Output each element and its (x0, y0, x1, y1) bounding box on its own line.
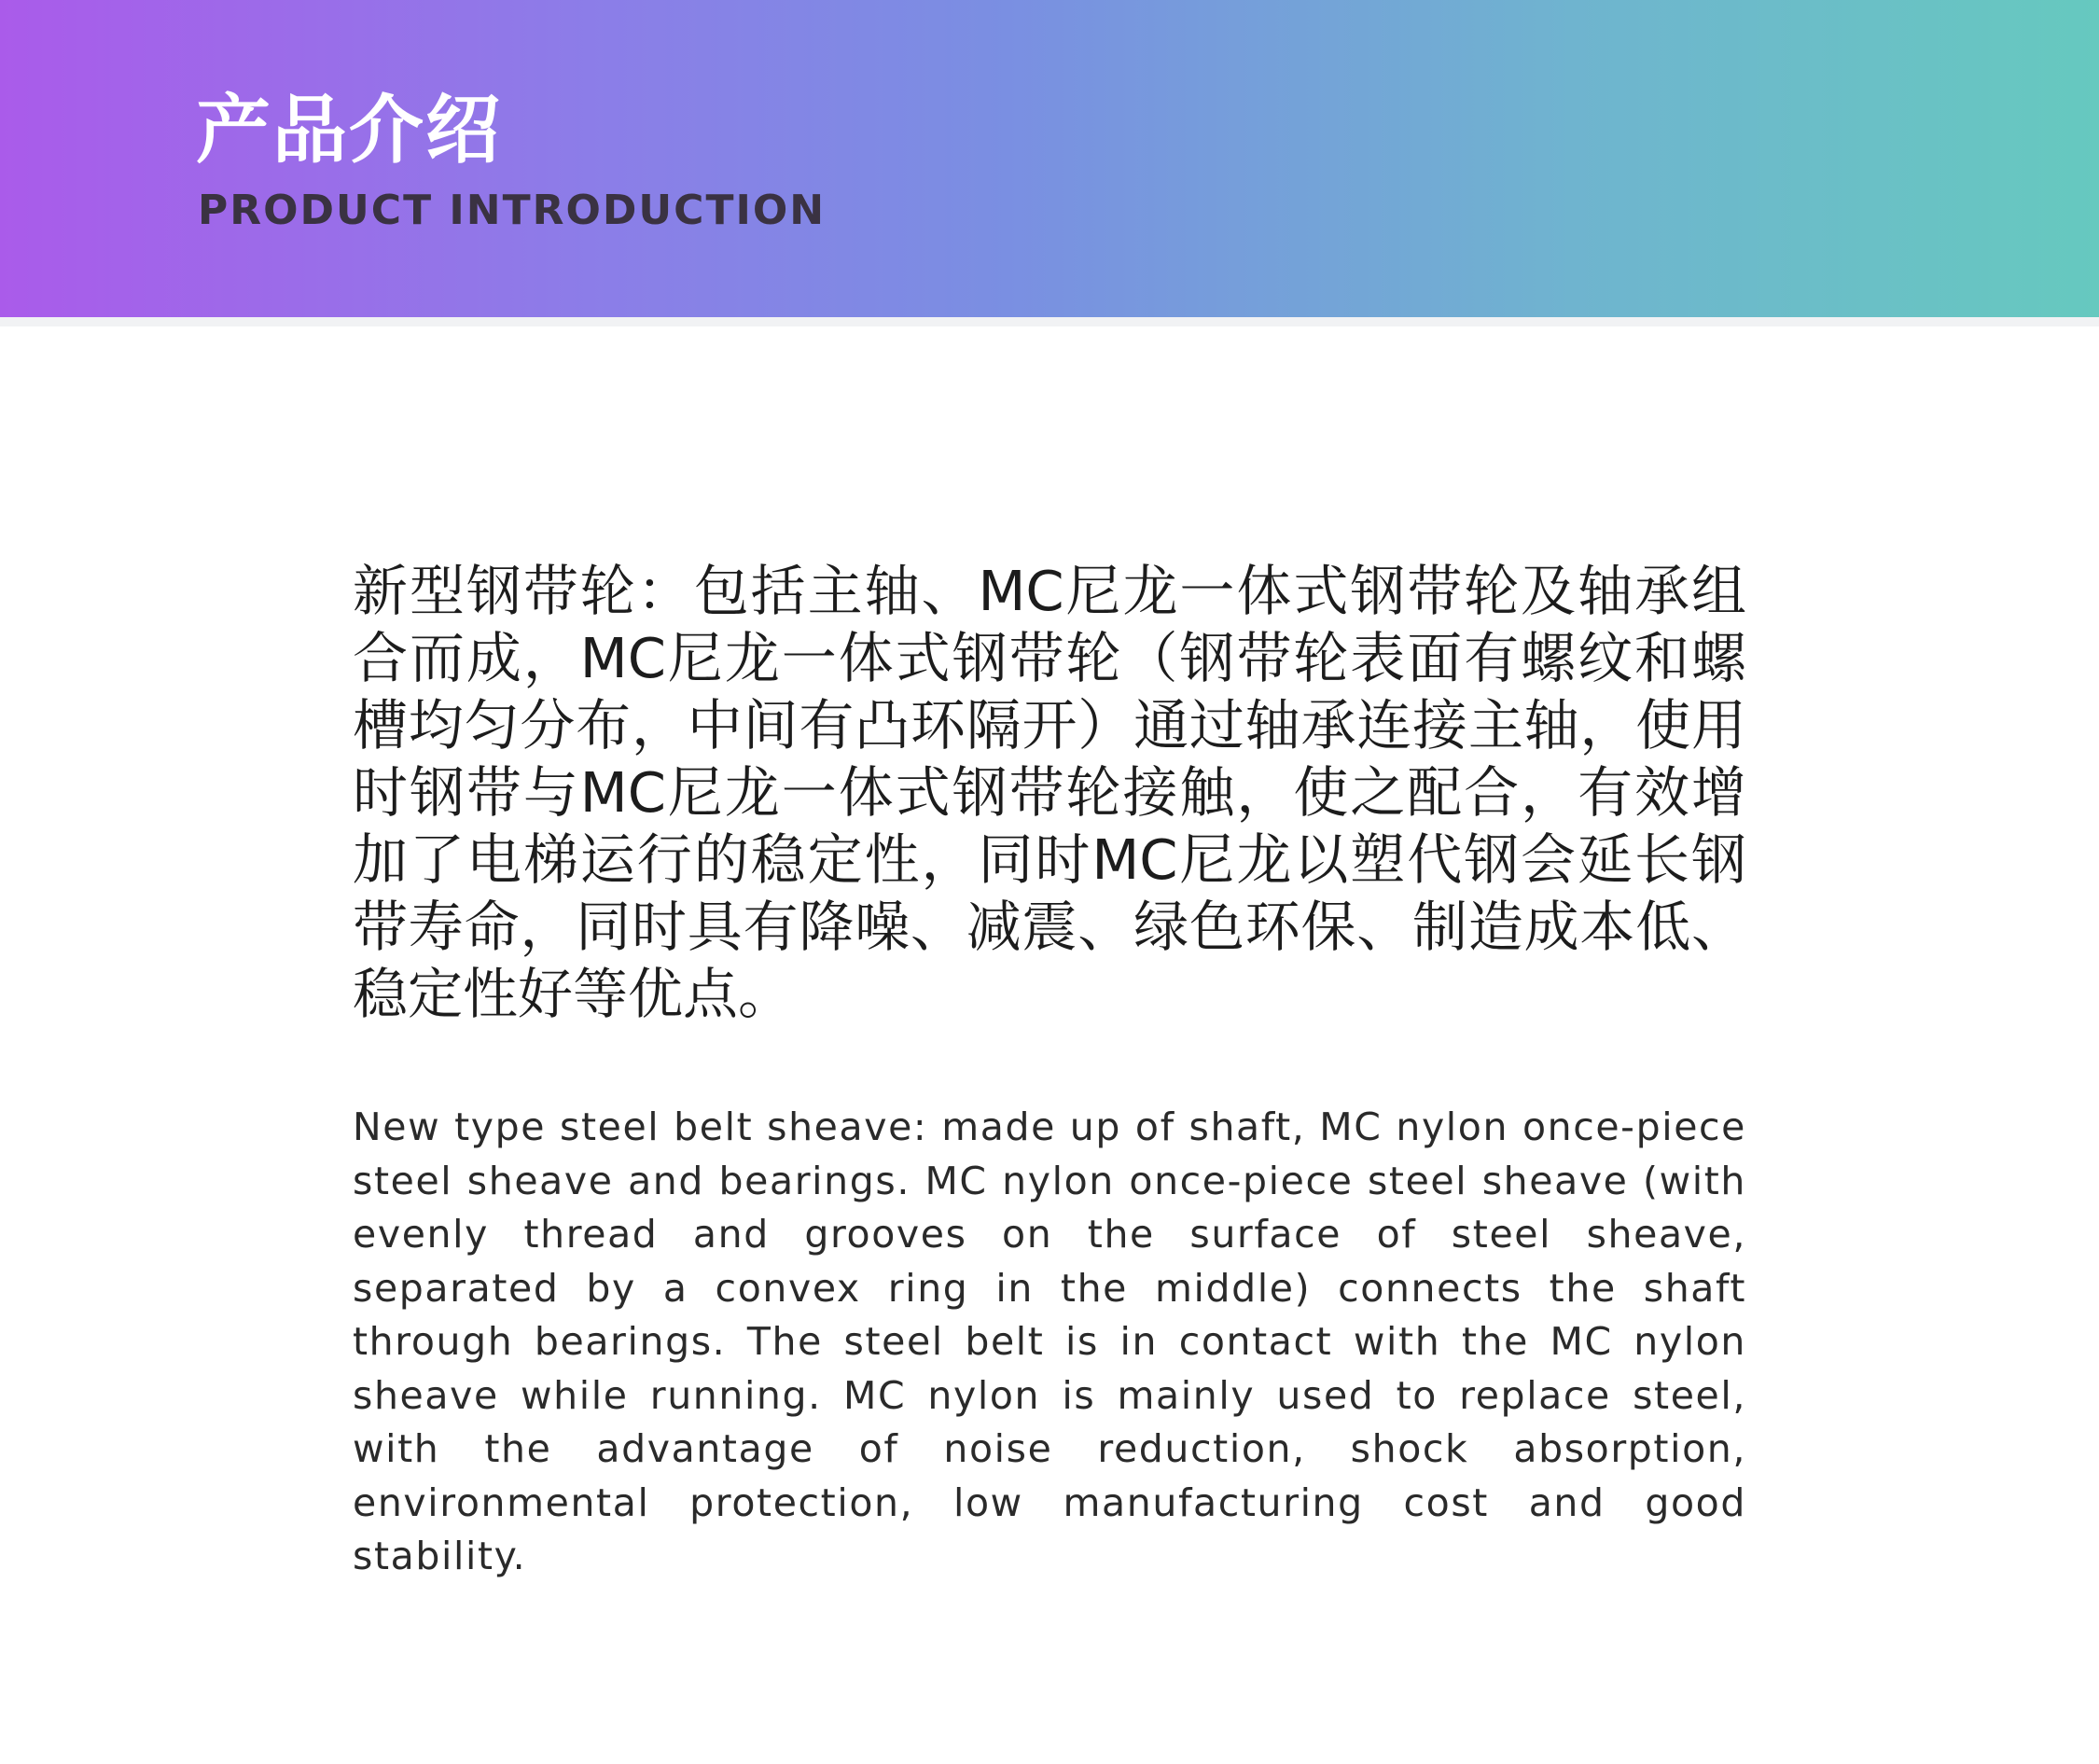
product-description (353, 558, 1746, 1584)
page-subtitle: PRODUCT INTRODUCTION (198, 187, 827, 234)
description-english: New type steel belt sheave: made up of shaft, MC nylon once-piece steel sheave and bearings. MC nylon once-piece steel sheave (with evenly thread and grooves on the surface of steel sheave, separated by a convex ring in the middle) connects the shaft through bearings. The steel belt is in contact with the MC nylon sheave while running. MC nylon is mainly used to replace steel, with the advantage of noise reduction, shock absorption, environmental protection, low manufacturing cost and good stability. (353, 1104, 1746, 1578)
page-title: 产品介绍 (196, 87, 502, 174)
description-chinese: 新型钢带轮：包括主轴、MC尼龙一体式钢带轮及轴承组合而成，MC尼龙一体式钢带轮（钢带轮表面有螺纹和螺槽均匀分布，中间有凸环隔开）通过轴承连接主轴，使用时钢带与MC尼龙一体式钢带轮接触，使之配合，有效增加了电梯运行的稳定性，同时MC尼龙以塑代钢会延长钢带寿命，同时具有降噪、减震、绿色环保、制造成本低、稳定性好等优点。 (353, 559, 1746, 1026)
header-banner (0, 0, 2099, 317)
header-divider (0, 317, 2099, 326)
